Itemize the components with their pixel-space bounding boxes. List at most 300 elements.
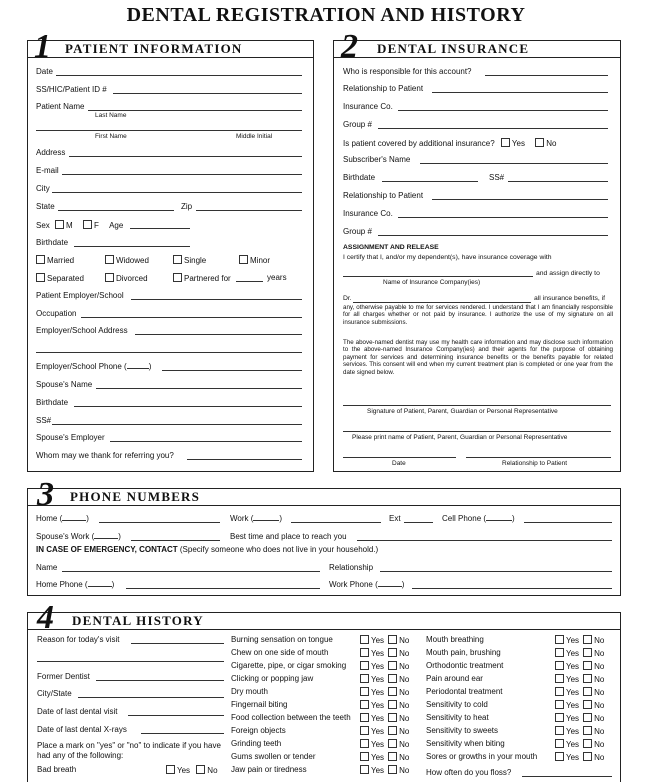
yes-label: Yes xyxy=(566,714,580,723)
former-dentist-label: Former Dentist xyxy=(37,672,90,681)
insurance-company-field[interactable] xyxy=(343,276,533,277)
separated-checkbox[interactable] xyxy=(36,273,45,282)
middle-initial-caption: Middle Initial xyxy=(236,133,273,140)
condition-no-checkbox[interactable] xyxy=(388,648,397,657)
disclosure-text: The above-named dentist may use my health care information and may disclose such information to the above-named Insurance Company(ies) and their agents for the purpose of obtaining payment for services and determining insurance benefits or the benefits payable for related services. This consent will end when my current treatment plan is completed or one year from the date signed below. xyxy=(343,339,613,376)
yes-label: Yes xyxy=(371,649,385,658)
no-label: No xyxy=(594,740,605,749)
insurance-company-caption: Name of Insurance Company(ies) xyxy=(383,279,481,286)
cell-phone-label xyxy=(442,514,515,524)
condition-no-checkbox[interactable] xyxy=(388,687,397,696)
ext-label: Ext xyxy=(389,514,401,523)
condition-yes-checkbox[interactable] xyxy=(360,700,369,709)
first-name-caption: First Name xyxy=(95,133,127,140)
condition-no-checkbox[interactable] xyxy=(388,635,397,644)
condition-label: Sensitivity to sweets xyxy=(426,726,499,735)
condition-answer xyxy=(555,700,604,711)
ext-field[interactable] xyxy=(404,522,433,523)
divorced-option[interactable] xyxy=(105,273,148,284)
last-name-caption: Last Name xyxy=(95,112,127,119)
condition-yes-checkbox[interactable] xyxy=(555,726,564,735)
signature-relationship-field[interactable] xyxy=(466,457,611,458)
separated-option[interactable] xyxy=(36,273,84,284)
emergency-work-phone-text: Work Phone ( xyxy=(329,580,378,589)
spouse-work-label xyxy=(36,532,121,542)
condition-yes-checkbox[interactable] xyxy=(360,687,369,696)
all-benefits-text: all insurance benefits, if xyxy=(534,295,606,302)
yes-label: Yes xyxy=(566,701,580,710)
bad-breath-no-checkbox[interactable] xyxy=(196,765,205,774)
assignment-title: ASSIGNMENT AND RELEASE xyxy=(343,244,439,251)
spouse-birthdate-field[interactable] xyxy=(74,406,302,407)
no-label: No xyxy=(399,675,410,684)
patient-id-field[interactable] xyxy=(113,93,302,94)
partnered-years-field[interactable] xyxy=(236,281,263,282)
insurance-co-field[interactable] xyxy=(398,110,608,111)
reason-label: Reason for today's visit xyxy=(37,635,120,644)
emergency-name-label: Name xyxy=(36,563,58,572)
partnered-label: Partnered for xyxy=(184,274,231,283)
city-field[interactable] xyxy=(52,192,302,193)
employer-address-field-2[interactable] xyxy=(36,352,302,353)
condition-yes-checkbox[interactable] xyxy=(555,674,564,683)
emergency-name-field[interactable] xyxy=(62,571,320,572)
group2-field[interactable] xyxy=(378,235,608,236)
bad-breath-answer xyxy=(166,765,218,776)
condition-yes-checkbox[interactable] xyxy=(360,674,369,683)
signature-date-field[interactable] xyxy=(343,457,456,458)
condition-answer xyxy=(360,726,409,737)
condition-yes-checkbox[interactable] xyxy=(555,635,564,644)
single-checkbox[interactable] xyxy=(173,255,182,264)
occupation-field[interactable] xyxy=(81,317,302,318)
bad-breath-yes-checkbox[interactable] xyxy=(166,765,175,774)
condition-answer xyxy=(555,752,604,763)
last-xray-field[interactable] xyxy=(141,733,224,734)
no-label: No xyxy=(594,701,605,710)
condition-label: Periodontal treatment xyxy=(426,687,503,696)
condition-label: Gums swollen or tender xyxy=(231,752,316,761)
no-label: No xyxy=(399,649,410,658)
condition-no-checkbox[interactable] xyxy=(388,674,397,683)
partnered-checkbox[interactable] xyxy=(173,273,182,282)
employer-address-label: Employer/School Address xyxy=(36,326,128,335)
yes-label: Yes xyxy=(177,766,191,775)
minor-checkbox[interactable] xyxy=(239,255,248,264)
yes-label: Yes xyxy=(566,753,580,762)
zip-field[interactable] xyxy=(196,210,302,211)
employer-phone-label xyxy=(36,362,151,372)
subscriber-birthdate-label: Birthdate xyxy=(343,173,376,182)
work-phone-paren: ) xyxy=(279,514,283,523)
condition-no-checkbox[interactable] xyxy=(583,687,592,696)
sex-f-label: F xyxy=(93,221,99,230)
no-label: No xyxy=(399,753,410,762)
yes-label: Yes xyxy=(371,662,385,671)
condition-answer xyxy=(555,674,604,685)
relationship-caption: Relationship to Patient xyxy=(502,460,568,467)
widowed-checkbox[interactable] xyxy=(105,255,114,264)
condition-yes-checkbox[interactable] xyxy=(360,648,369,657)
spouse-employer-label: Spouse's Employer xyxy=(36,433,105,442)
condition-yes-checkbox[interactable] xyxy=(555,648,564,657)
no-label: No xyxy=(399,662,410,671)
minor-option[interactable] xyxy=(239,255,270,266)
no-label: No xyxy=(399,701,410,710)
condition-answer xyxy=(555,661,604,672)
condition-no-checkbox[interactable] xyxy=(388,713,397,722)
condition-no-checkbox[interactable] xyxy=(583,635,592,644)
dr-label: Dr. xyxy=(343,295,352,302)
condition-label: Mouth breathing xyxy=(426,635,484,644)
condition-no-checkbox[interactable] xyxy=(388,700,397,709)
emergency-work-phone-paren: ) xyxy=(401,580,405,589)
condition-no-checkbox[interactable] xyxy=(583,726,592,735)
spouse-ss-label: SS# xyxy=(36,416,52,425)
first-name-field[interactable] xyxy=(36,130,302,131)
condition-yes-checkbox[interactable] xyxy=(555,752,564,761)
section-number-2: 2 xyxy=(341,28,358,65)
widowed-label: Widowed xyxy=(116,256,149,265)
condition-yes-checkbox[interactable] xyxy=(555,687,564,696)
years-label: years xyxy=(267,273,287,282)
condition-label: Sensitivity to cold xyxy=(426,700,488,709)
emergency-home-phone-paren: ) xyxy=(111,580,115,589)
subscriber-ss-field[interactable] xyxy=(508,181,608,182)
condition-yes-checkbox[interactable] xyxy=(555,700,564,709)
yes-label: Yes xyxy=(371,675,385,684)
additional-insurance-label: Is patient covered by additional insurance? xyxy=(343,139,495,148)
condition-no-checkbox[interactable] xyxy=(583,661,592,670)
additional-no-checkbox[interactable] xyxy=(535,138,544,147)
condition-answer xyxy=(360,713,409,724)
state-field[interactable] xyxy=(58,210,174,211)
section-divider xyxy=(333,57,621,58)
date-field[interactable] xyxy=(56,75,302,76)
city-state-field[interactable] xyxy=(78,697,224,698)
no-label: No xyxy=(399,636,410,645)
condition-no-checkbox[interactable] xyxy=(388,661,397,670)
emergency-relationship-label: Relationship xyxy=(329,563,374,572)
reason-field[interactable] xyxy=(131,643,224,644)
condition-no-checkbox[interactable] xyxy=(583,674,592,683)
condition-yes-checkbox[interactable] xyxy=(360,661,369,670)
work-phone-label xyxy=(230,514,282,524)
yes-label: Yes xyxy=(371,636,385,645)
condition-answer xyxy=(555,739,604,750)
condition-label: Clicking or popping jaw xyxy=(231,674,314,683)
section-title-dental-history: DENTAL HISTORY xyxy=(72,613,204,628)
yes-label: Yes xyxy=(566,649,580,658)
condition-no-checkbox[interactable] xyxy=(583,713,592,722)
condition-label: Pain around ear xyxy=(426,674,483,683)
relationship-label: Relationship to Patient xyxy=(343,84,424,93)
spouse-work-label-text: Spouse's Work ( xyxy=(36,532,95,541)
email-label: E-mail xyxy=(36,166,59,175)
work-phone-label-text: Work ( xyxy=(230,514,254,523)
emergency-work-phone-field[interactable] xyxy=(412,588,612,589)
yes-label: Yes xyxy=(566,727,580,736)
home-phone-field[interactable] xyxy=(99,522,220,523)
yes-label: Yes xyxy=(566,688,580,697)
address-label: Address xyxy=(36,148,66,157)
last-name-field[interactable] xyxy=(88,110,302,111)
last-visit-label: Date of last dental visit xyxy=(37,707,118,716)
relationship2-field[interactable] xyxy=(432,199,608,200)
spouse-employer-field[interactable] xyxy=(110,441,302,442)
emergency-heading xyxy=(36,545,378,555)
subscriber-ss-label: SS# xyxy=(489,173,505,182)
no-label: No xyxy=(594,753,605,762)
condition-answer xyxy=(360,635,409,646)
yes-label: Yes xyxy=(566,675,580,684)
condition-no-checkbox[interactable] xyxy=(388,752,397,761)
condition-yes-checkbox[interactable] xyxy=(360,713,369,722)
emergency-work-phone-label xyxy=(329,580,404,590)
no-label: No xyxy=(399,727,410,736)
bad-breath-label: Bad breath xyxy=(37,765,77,774)
no-label: No xyxy=(594,714,605,723)
last-xray-label: Date of last dental X-rays xyxy=(37,725,127,734)
no-label: No xyxy=(594,675,605,684)
condition-label: Food collection between the teeth xyxy=(231,713,351,722)
no-label: No xyxy=(399,714,410,723)
condition-answer xyxy=(360,752,409,763)
yes-no-instruction: Place a mark on "yes" or "no" to indicate if you have had any of the following: xyxy=(37,741,221,760)
age-label: Age xyxy=(109,221,124,230)
condition-answer xyxy=(555,713,604,724)
condition-label: Orthodontic treatment xyxy=(426,661,504,670)
married-label: Married xyxy=(47,256,75,265)
best-time-label: Best time and place to reach you xyxy=(230,532,347,541)
condition-answer xyxy=(360,739,409,750)
state-label: State xyxy=(36,202,55,211)
yes-label: Yes xyxy=(371,766,385,775)
cell-phone-paren: ) xyxy=(512,514,515,523)
referral-label: Whom may we thank for referring you? xyxy=(36,451,174,460)
page-title: DENTAL REGISTRATION AND HISTORY xyxy=(126,4,526,26)
address-field[interactable] xyxy=(69,156,302,157)
emergency-home-phone-label xyxy=(36,580,114,590)
partnered-option[interactable] xyxy=(173,273,231,284)
condition-yes-checkbox[interactable] xyxy=(555,713,564,722)
condition-no-checkbox[interactable] xyxy=(583,752,592,761)
section-title-dental-insurance: DENTAL INSURANCE xyxy=(377,41,530,56)
widowed-option[interactable] xyxy=(105,255,149,266)
condition-yes-checkbox[interactable] xyxy=(360,635,369,644)
occupation-label: Occupation xyxy=(36,309,77,318)
additional-yes-checkbox[interactable] xyxy=(501,138,510,147)
no-label: No xyxy=(594,688,605,697)
spouse-name-label: Spouse's Name xyxy=(36,380,93,389)
city-label: City xyxy=(36,184,50,193)
condition-no-checkbox[interactable] xyxy=(388,739,397,748)
cell-phone-field[interactable] xyxy=(524,522,612,523)
condition-label: Grinding teeth xyxy=(231,739,282,748)
condition-answer xyxy=(555,687,604,698)
no-label: No xyxy=(594,649,605,658)
condition-label: Cigarette, pipe, or cigar smoking xyxy=(231,661,347,670)
date-label: Date xyxy=(36,67,53,76)
married-option[interactable] xyxy=(36,255,74,266)
condition-no-checkbox[interactable] xyxy=(583,648,592,657)
spouse-birthdate-label: Birthdate xyxy=(36,398,69,407)
relationship-field[interactable] xyxy=(432,92,608,93)
condition-answer xyxy=(360,674,409,685)
yes-label: Yes xyxy=(566,636,580,645)
emergency-bold: IN CASE OF EMERGENCY, CONTACT xyxy=(36,545,178,554)
condition-no-checkbox[interactable] xyxy=(388,765,397,774)
home-phone-label-text: Home ( xyxy=(36,514,63,523)
certify-text: I certify that I, and/or my dependent(s), have insurance coverage with xyxy=(343,254,552,261)
married-checkbox[interactable] xyxy=(36,255,45,264)
floss-label: How often do you floss? xyxy=(426,768,512,777)
reason-field-2[interactable] xyxy=(37,661,224,662)
employer-phone-label-text: Employer/School Phone ( xyxy=(36,362,127,371)
yes-label: Yes xyxy=(371,701,385,710)
email-field[interactable] xyxy=(62,174,302,175)
employer-phone-field[interactable] xyxy=(162,370,302,371)
patient-employer-label: Patient Employer/School xyxy=(36,291,124,300)
responsible-label: Who is responsible for this account? xyxy=(343,67,472,76)
condition-label: Chew on one side of mouth xyxy=(231,648,329,657)
patient-employer-field[interactable] xyxy=(131,299,302,300)
spouse-ss-field[interactable] xyxy=(52,424,302,425)
best-time-field[interactable] xyxy=(357,540,612,541)
condition-label: Fingernail biting xyxy=(231,700,288,709)
condition-label: Dry mouth xyxy=(231,687,268,696)
zip-label: Zip xyxy=(181,202,193,211)
section-divider xyxy=(27,57,314,58)
signature-caption: Signature of Patient, Parent, Guardian or Personal Representative xyxy=(367,408,558,415)
condition-yes-checkbox[interactable] xyxy=(360,739,369,748)
patient-name-label: Patient Name xyxy=(36,102,85,111)
section-number-4: 4 xyxy=(37,599,54,636)
condition-answer xyxy=(555,635,604,646)
condition-yes-checkbox[interactable] xyxy=(360,752,369,761)
insurance-co2-field[interactable] xyxy=(398,217,608,218)
group-field[interactable] xyxy=(378,128,608,129)
yes-label: Yes xyxy=(371,740,385,749)
yes-label: Yes xyxy=(566,740,580,749)
home-phone-label xyxy=(36,514,89,524)
dentist-name-field[interactable] xyxy=(353,302,531,303)
group-label: Group # xyxy=(343,120,372,129)
condition-label: Burning sensation on tongue xyxy=(231,635,333,644)
assign-directly-text: and assign directly to xyxy=(536,270,600,277)
condition-no-checkbox[interactable] xyxy=(388,726,397,735)
no-label: No xyxy=(207,766,218,775)
sex-f-checkbox[interactable] xyxy=(83,220,92,229)
minor-label: Minor xyxy=(250,256,271,265)
insurance-co2-label: Insurance Co. xyxy=(343,209,393,218)
condition-answer xyxy=(555,648,604,659)
emergency-relationship-field[interactable] xyxy=(380,571,612,572)
section-title-phone-numbers: PHONE NUMBERS xyxy=(70,489,201,504)
no-label: No xyxy=(399,740,410,749)
no-label: No xyxy=(399,688,410,697)
single-option[interactable] xyxy=(173,255,206,266)
subscriber-birthdate-field[interactable] xyxy=(382,181,478,182)
condition-answer xyxy=(360,700,409,711)
sex-m-checkbox[interactable] xyxy=(55,220,64,229)
spouse-work-paren: ) xyxy=(118,532,121,541)
city-state-label: City/State xyxy=(37,689,72,698)
last-visit-field[interactable] xyxy=(128,715,224,716)
condition-answer xyxy=(360,648,409,659)
yes-label: Yes xyxy=(566,662,580,671)
printed-name-caption: Please print name of Patient, Parent, Guardian or Personal Representative xyxy=(352,434,568,441)
yes-label: Yes xyxy=(371,727,385,736)
signature-field[interactable] xyxy=(343,405,611,406)
yes-label: Yes xyxy=(371,753,385,762)
condition-label: Jaw pain or tiredness xyxy=(231,765,307,774)
condition-label: Foreign objects xyxy=(231,726,286,735)
sex-m-label: M xyxy=(66,221,73,230)
divorced-checkbox[interactable] xyxy=(105,273,114,282)
condition-yes-checkbox[interactable] xyxy=(555,661,564,670)
printed-name-field[interactable] xyxy=(343,431,611,432)
birthdate-field[interactable] xyxy=(74,246,190,247)
additional-no-label: No xyxy=(546,139,557,148)
spouse-name-field[interactable] xyxy=(96,388,302,389)
insurance-co-label: Insurance Co. xyxy=(343,102,393,111)
yes-label: Yes xyxy=(371,714,385,723)
emergency-home-phone-field[interactable] xyxy=(126,588,320,589)
floss-field[interactable] xyxy=(522,776,612,777)
section-divider xyxy=(27,629,621,630)
patient-id-label: SS/HIC/Patient ID # xyxy=(36,85,107,94)
separated-label: Separated xyxy=(47,274,84,283)
no-label: No xyxy=(594,636,605,645)
emergency-note: (Specify someone who does not live in your household.) xyxy=(177,545,379,554)
condition-answer xyxy=(360,661,409,672)
employer-address-field[interactable] xyxy=(135,334,302,335)
date-caption: Date xyxy=(392,460,406,467)
cell-phone-label-text: Cell Phone ( xyxy=(442,514,487,523)
condition-yes-checkbox[interactable] xyxy=(360,765,369,774)
condition-no-checkbox[interactable] xyxy=(583,700,592,709)
yes-label: Yes xyxy=(371,688,385,697)
divorced-label: Divorced xyxy=(116,274,148,283)
additional-insurance-question xyxy=(343,138,556,149)
section-divider xyxy=(27,505,621,506)
birthdate-label: Birthdate xyxy=(36,238,69,247)
responsible-field[interactable] xyxy=(485,75,608,76)
condition-label: Sensitivity to heat xyxy=(426,713,489,722)
referral-field[interactable] xyxy=(187,459,302,460)
work-phone-field[interactable] xyxy=(291,522,381,523)
home-phone-paren: ) xyxy=(86,514,89,523)
condition-label: Sores or growths in your mouth xyxy=(426,752,538,761)
condition-yes-checkbox[interactable] xyxy=(555,739,564,748)
condition-label: Mouth pain, brushing xyxy=(426,648,501,657)
former-dentist-field[interactable] xyxy=(96,680,224,681)
sex-label xyxy=(36,220,123,231)
condition-answer xyxy=(360,687,409,698)
additional-yes-label: Yes xyxy=(511,139,525,148)
relationship2-label: Relationship to Patient xyxy=(343,191,424,200)
condition-no-checkbox[interactable] xyxy=(583,739,592,748)
sex-label-text: Sex xyxy=(36,221,50,230)
subscriber-label: Subscriber's Name xyxy=(343,155,411,164)
section-number-1: 1 xyxy=(34,28,51,65)
subscriber-field[interactable] xyxy=(420,163,608,164)
spouse-work-field[interactable] xyxy=(131,540,220,541)
condition-yes-checkbox[interactable] xyxy=(360,726,369,735)
age-field[interactable] xyxy=(130,228,190,229)
single-label: Single xyxy=(184,256,207,265)
